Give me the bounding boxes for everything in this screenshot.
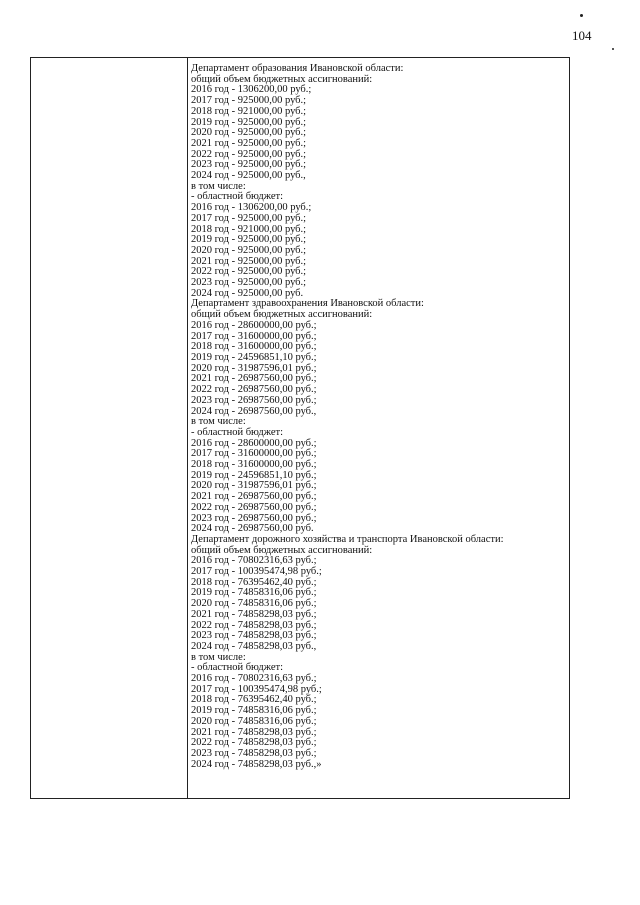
text-line: 2019 год - 24596851,10 руб.; [191, 351, 317, 363]
text-line: 2016 год - 28600000,00 руб.; [191, 319, 317, 331]
text-line: Департамент здравоохранения Ивановской области: [191, 298, 424, 310]
text-line: 2019 год - 74858316,06 руб.; [191, 705, 317, 717]
text-line: 2021 год - 925000,00 руб.; [191, 255, 307, 267]
text-line: 2022 год - 74858298,03 руб.; [191, 619, 317, 631]
text-line: 2017 год - 925000,00 руб.; [191, 212, 307, 224]
text-line: 2023 год - 26987560,00 руб.; [191, 394, 317, 406]
table-frame [30, 57, 570, 799]
text-line: 2019 год - 74858316,06 руб.; [191, 587, 317, 599]
text-line: 2016 год - 70802316,63 руб.; [191, 673, 317, 685]
text-line: - областной бюджет: [191, 191, 283, 203]
text-line: 2018 год - 76395462,40 руб.; [191, 694, 317, 706]
text-line: 2019 год - 925000,00 руб.; [191, 234, 307, 246]
text-line: общий объем бюджетных ассигнований: [191, 309, 373, 321]
text-line: 2020 год - 31987596,01 руб.; [191, 480, 317, 492]
text-line: 2017 год - 925000,00 руб.; [191, 95, 307, 107]
text-line: 2018 год - 921000,00 руб.; [191, 223, 307, 235]
text-line: 2023 год - 925000,00 руб.; [191, 277, 307, 289]
text-line: 2022 год - 26987560,00 руб.; [191, 384, 317, 396]
text-line: 2020 год - 31987596,01 руб.; [191, 362, 317, 374]
text-line: 2018 год - 921000,00 руб.; [191, 105, 307, 117]
text-line: 2017 год - 31600000,00 руб.; [191, 330, 317, 342]
text-line: 2017 год - 31600000,00 руб.; [191, 448, 317, 460]
text-line: 2017 год - 100395474,98 руб.; [191, 683, 322, 695]
text-line: - областной бюджет: [191, 662, 283, 674]
text-line: общий объем бюджетных ассигнований: [191, 73, 373, 85]
text-line: 2017 год - 100395474,98 руб.; [191, 566, 322, 578]
text-line: 2020 год - 925000,00 руб.; [191, 244, 307, 256]
text-line: в том числе: [191, 651, 246, 663]
text-line: 2024 год - 925000,00 руб., [191, 170, 306, 182]
text-line: 2024 год - 925000,00 руб. [191, 287, 304, 299]
text-line: 2023 год - 74858298,03 руб.; [191, 630, 317, 642]
text-line: 2016 год - 1306200,00 руб.; [191, 202, 312, 214]
text-line: 2024 год - 74858298,03 руб.,» [191, 758, 322, 770]
text-line: общий объем бюджетных ассигнований: [191, 544, 373, 556]
text-line: 2021 год - 74858298,03 руб.; [191, 608, 317, 620]
text-line: 2021 год - 26987560,00 руб.; [191, 491, 317, 503]
text-line: 2023 год - 925000,00 руб.; [191, 159, 307, 171]
text-line: 2019 год - 24596851,10 руб.; [191, 469, 317, 481]
text-line: Департамент образования Ивановской области: [191, 63, 404, 74]
text-line: 2022 год - 925000,00 руб.; [191, 266, 307, 278]
text-line: 2022 год - 26987560,00 руб.; [191, 501, 317, 513]
text-line: 2023 год - 74858298,03 руб.; [191, 748, 317, 759]
text-line: в том числе: [191, 180, 246, 192]
text-line: 2024 год - 26987560,00 руб., [191, 405, 317, 417]
text-line: 2024 год - 74858298,03 руб., [191, 640, 317, 652]
column-divider [187, 58, 188, 798]
text-line: 2022 год - 74858298,03 руб.; [191, 737, 317, 749]
text-line: 2020 год - 74858316,06 руб.; [191, 715, 317, 727]
text-line: 2016 год - 28600000,00 руб.; [191, 437, 317, 449]
text-line: 2022 год - 925000,00 руб.; [191, 148, 307, 160]
text-line: в том числе: [191, 416, 246, 428]
text-line: 2018 год - 31600000,00 руб.; [191, 459, 317, 471]
text-line: 2023 год - 26987560,00 руб.; [191, 512, 317, 524]
text-line: 2016 год - 1306200,00 руб.; [191, 84, 312, 96]
page-number: 104 [572, 28, 592, 43]
text-line: 2021 год - 74858298,03 руб.; [191, 726, 317, 738]
text-line: 2021 год - 925000,00 руб.; [191, 137, 307, 149]
text-line: 2018 год - 31600000,00 руб.; [191, 341, 317, 353]
text-line: 2016 год - 70802316,63 руб.; [191, 555, 317, 567]
text-line: 2020 год - 925000,00 руб.; [191, 127, 307, 139]
text-line: 2021 год - 26987560,00 руб.; [191, 373, 317, 385]
scan-speck [612, 48, 614, 50]
text-line: - областной бюджет: [191, 426, 283, 438]
text-line: 2020 год - 74858316,06 руб.; [191, 598, 317, 610]
funding-text-cell [191, 64, 566, 770]
text-line: 2024 год - 26987560,00 руб. [191, 523, 314, 535]
text-line: Департамент дорожного хозяйства и транспорта Ивановской области: [191, 533, 504, 545]
text-line: 2018 год - 76395462,40 руб.; [191, 576, 317, 588]
text-line: 2019 год - 925000,00 руб.; [191, 116, 307, 128]
scan-speck [580, 14, 583, 17]
